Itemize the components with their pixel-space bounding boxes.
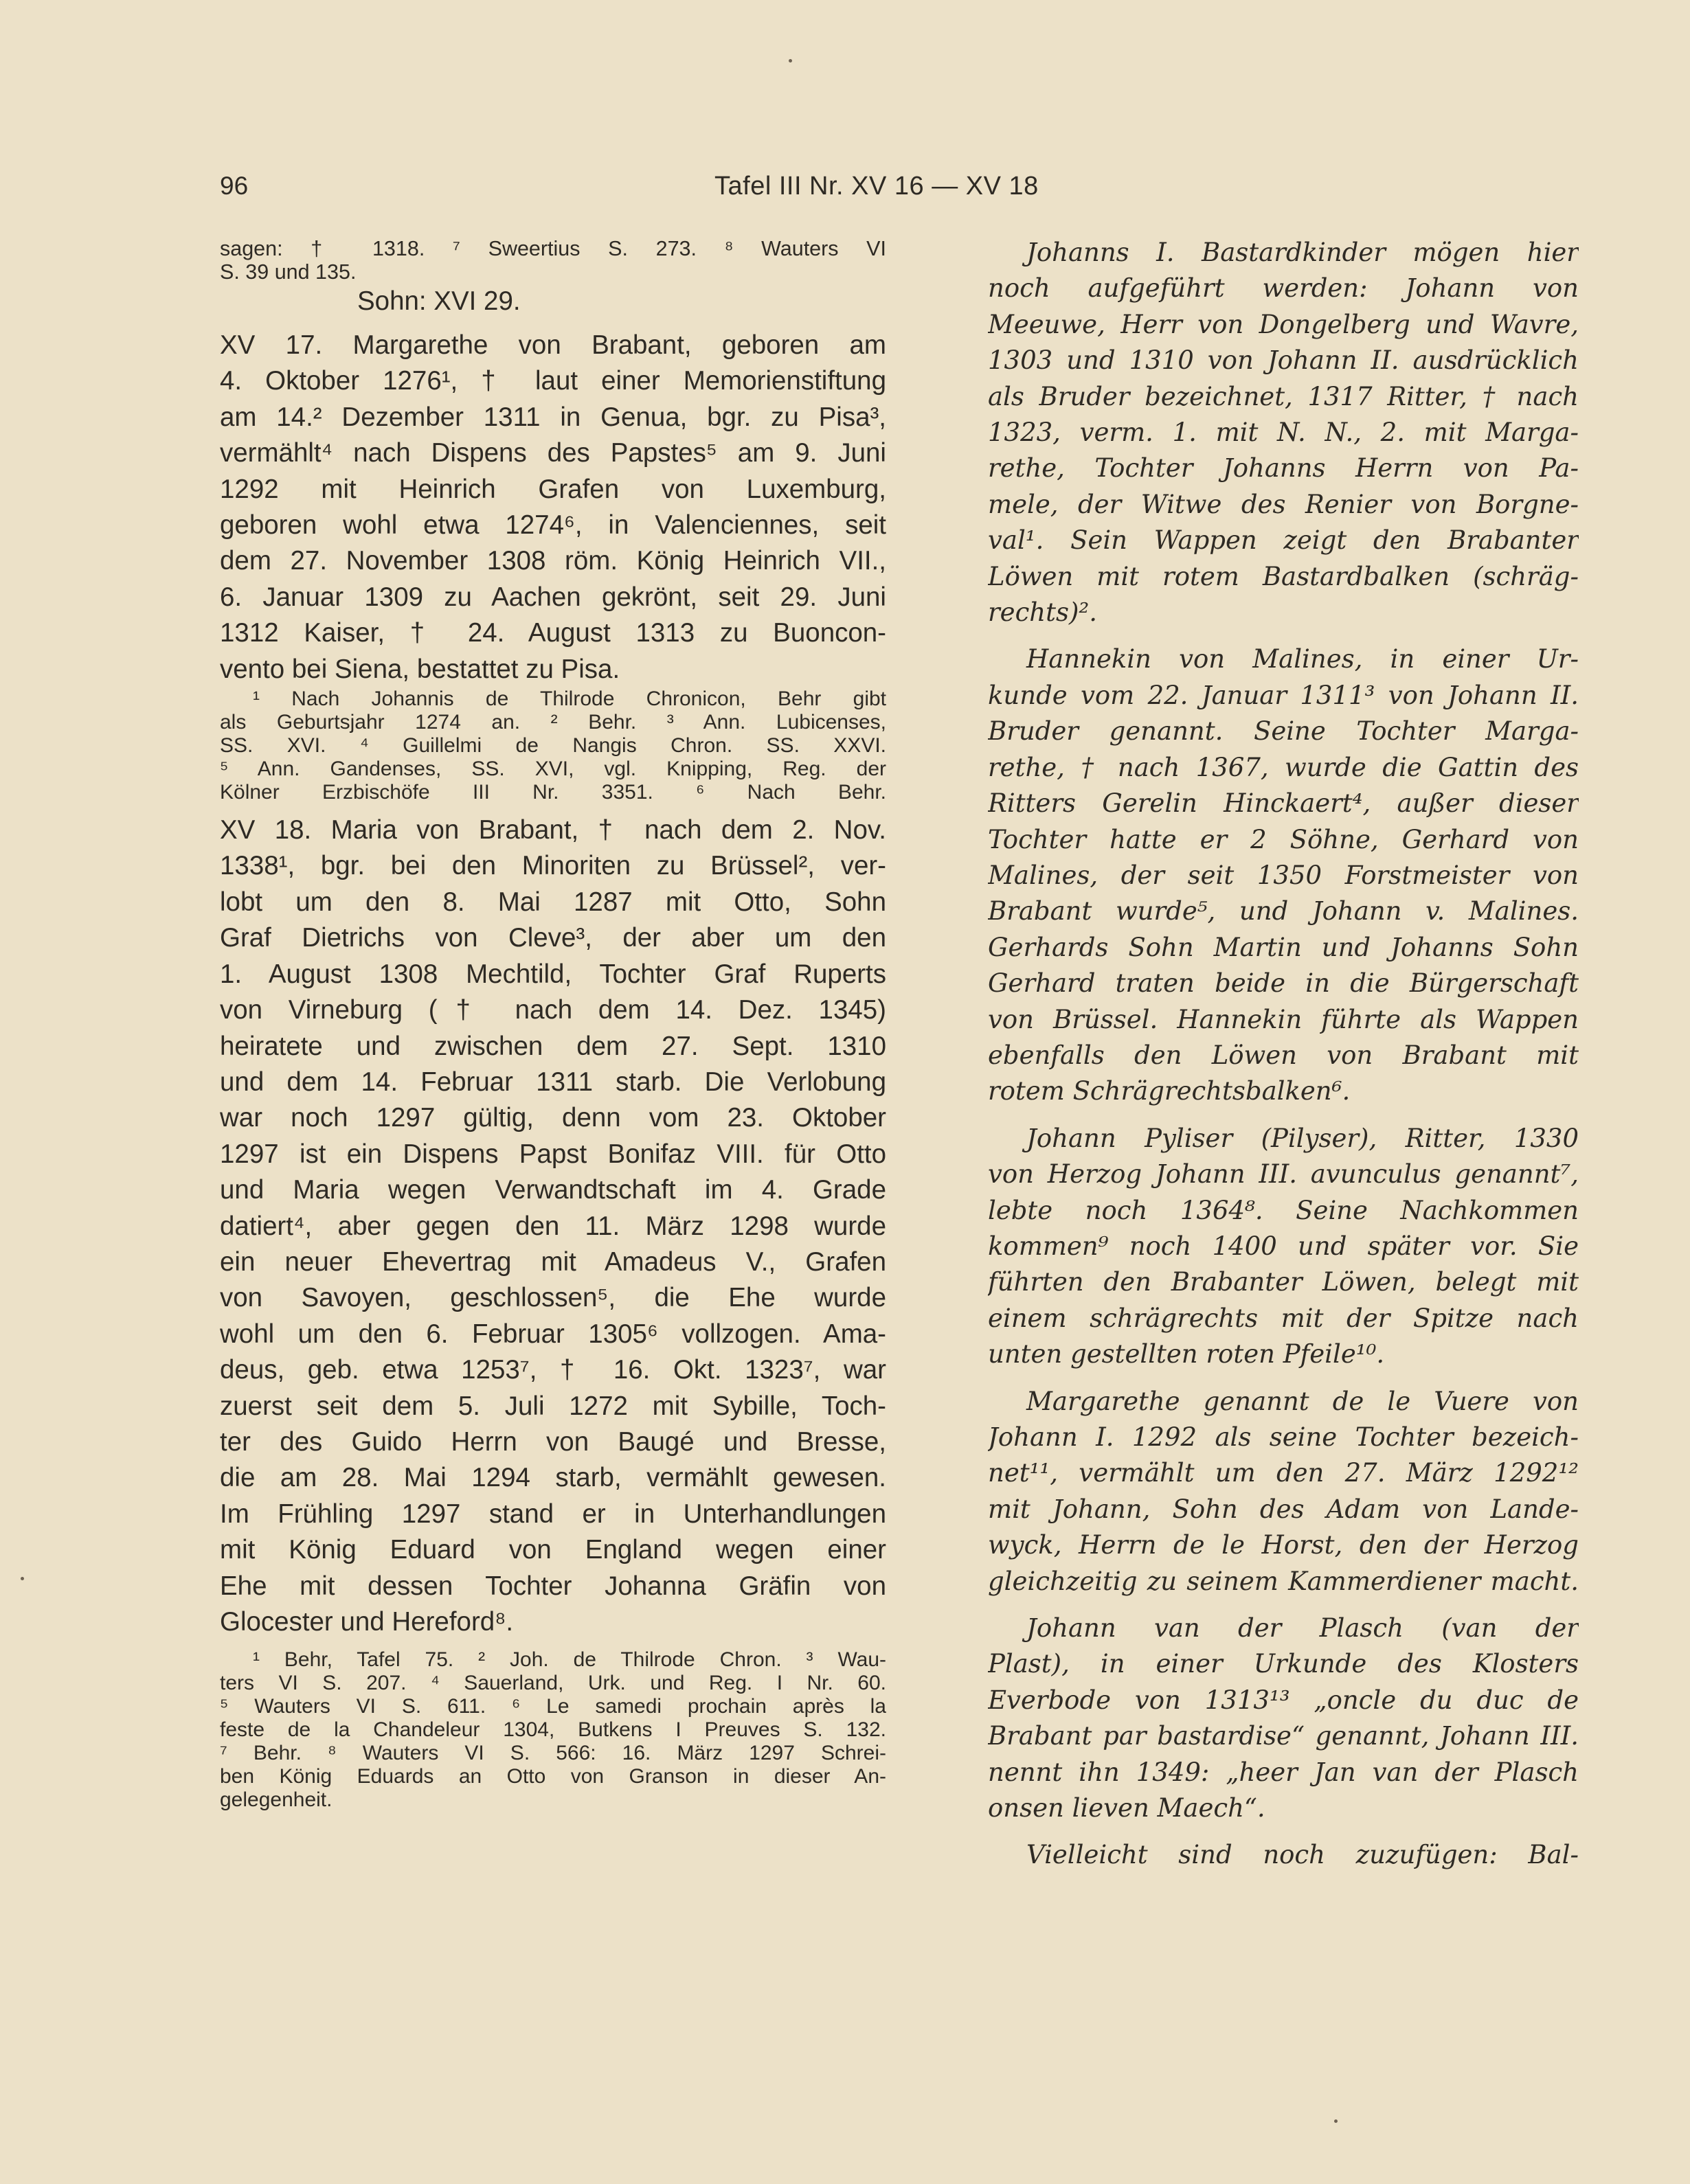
text-line: vermählt⁴ nach Dispens des Papstes⁵ am 9. Juni (220, 438, 886, 468)
text-line: Johanns I. Bastardkinder mögen hier (1026, 238, 1579, 267)
text-line: deus, geb. etwa 1253⁷, † 16. Okt. 1323⁷, war (220, 1355, 886, 1385)
text-line: 1323, verm. 1. mit N. N., 2. mit Marga- (988, 418, 1579, 448)
text-line: Löwen mit rotem Bastardbalken (schräg- (988, 561, 1579, 591)
text-line: noch aufgeführt werden: Johann von (988, 273, 1579, 304)
text-line: von Savoyen, geschlossen⁵, die Ehe wurde (220, 1283, 886, 1313)
text-line: am 14.² Dezember 1311 in Genua, bgr. zu Pisa³, (220, 402, 886, 432)
paragraph-additions (988, 1837, 1579, 1873)
paper-speck (21, 1577, 24, 1580)
text-line: 1338¹, bgr. bei den Minoriten zu Brüssel², ver- (220, 851, 886, 881)
text-line: gleichzeitig zu seinem Kammerdiener macht. (988, 1566, 1579, 1596)
text-line: Ehe mit dessen Tochter Johanna Gräfin von (220, 1571, 886, 1601)
left-column (220, 237, 886, 1812)
text-line: 6. Januar 1309 zu Aachen gekrönt, seit 29. Juni (220, 582, 886, 612)
footnotes-xv18 (220, 1648, 886, 1812)
footnote-line: gelegenheit. (220, 1788, 333, 1812)
text-line: 1303 und 1310 von Johann II. ausdrücklich (988, 345, 1579, 376)
text-line: Brabant par bastardise“ genannt, Johann III. (988, 1721, 1579, 1751)
running-header (220, 172, 1065, 213)
text-line: Johann van der Plasch (van der (1026, 1613, 1579, 1643)
paper-speck (1334, 2119, 1338, 2123)
paragraph-pyliser (988, 1121, 1579, 1373)
text-line: dem 27. November 1308 röm. König Heinrich VII., (220, 546, 886, 576)
footnote-line: ⁵ Wauters VI S. 611. ⁶ Le samedi prochain après la (220, 1695, 886, 1718)
text-line: rethe, † nach 1367, wurde die Gattin des (988, 752, 1579, 782)
text-line: mit König Eduard von England wegen einer (220, 1535, 886, 1565)
text-line: Brabant wurde⁵, und Johann v. Malines. (988, 896, 1579, 926)
text-line: rechts)². (988, 598, 1098, 628)
text-line: unten gestellten roten Pfeile¹⁰. (988, 1339, 1385, 1369)
paragraph-plasch (988, 1611, 1579, 1826)
text-line: Bruder genannt. Seine Tochter Marga- (988, 716, 1579, 747)
text-line: mele, der Witwe des Renier von Borgne- (988, 489, 1579, 519)
text-line: vento bei Siena, bestattet zu Pisa. (220, 654, 620, 684)
text-line: ebenfalls den Löwen von Brabant mit (988, 1040, 1579, 1070)
text-line: kommen⁹ noch 1400 und später vor. Sie (988, 1231, 1579, 1261)
text-line: von Virneburg († nach dem 14. Dez. 1345) (220, 995, 886, 1025)
text-line: führten den Brabanter Löwen, belegt mit (988, 1267, 1579, 1297)
text-line: lobt um den 8. Mai 1287 mit Otto, Sohn (220, 887, 886, 917)
text-line: von Herzog Johann III. avunculus genannt⁷, (988, 1159, 1579, 1190)
footnote-line: Kölner Erzbischöfe III Nr. 3351. ⁶ Nach Behr. (220, 781, 886, 804)
text-line: Gerhard traten beide in die Bürgerschaft (988, 968, 1579, 999)
text-line: onsen lieven Maech“. (988, 1793, 1265, 1823)
text-line: Meeuwe, Herr von Dongelberg und Wavre, (988, 309, 1579, 339)
paragraph-bastard-children (988, 235, 1579, 630)
text-line: rethe, Tochter Johanns Herrn von Pa- (988, 453, 1579, 484)
text-line: Johann Pyliser (Pilyser), Ritter, 1330 (1026, 1123, 1579, 1153)
text-line: Ritters Gerelin Hinckaert⁴, außer dieser (988, 788, 1579, 819)
text-line: kunde vom 22. Januar 1311³ von Johann II. (988, 680, 1579, 710)
footnote-line: ¹ Behr, Tafel 75. ² Joh. de Thilrode Chron. ³ Wau- (253, 1648, 886, 1672)
text-line: XV 18. Maria von Brabant, † nach dem 2. Nov. (220, 815, 886, 845)
paragraph-hannekin (988, 641, 1579, 1109)
footnote-line: SS. XVI. ⁴ Guillelmi de Nangis Chron. SS. XXVI. (220, 734, 886, 758)
footnote-line: ters VI S. 207. ⁴ Sauerland, Urk. und Reg. I Nr. 60. (220, 1672, 886, 1695)
running-title: Tafel III Nr. XV 16 — XV 18 (714, 172, 1039, 201)
footnotes-xv17 (220, 687, 886, 804)
page-number: 96 (220, 172, 249, 200)
text-line: Gerhards Sohn Martin und Johanns Sohn (988, 932, 1579, 962)
text-line: val¹. Sein Wappen zeigt den Brabanter (988, 525, 1579, 556)
son-reference: Sohn: XVI 29. (357, 286, 521, 316)
text-line: ter des Guido Herrn von Baugé und Bresse, (220, 1426, 886, 1457)
right-column (988, 235, 1579, 1874)
text-line: Vielleicht sind noch zuzufügen: Bal- (1026, 1840, 1579, 1870)
text-line: 1312 Kaiser, † 24. August 1313 zu Buoncon- (220, 618, 886, 648)
footnote-line: ben König Eduards an Otto von Granson in dieser An- (220, 1765, 886, 1788)
text-line: die am 28. Mai 1294 starb, vermählt gewesen. (220, 1463, 886, 1493)
text-line: Hannekin von Malines, in einer Ur- (1026, 644, 1579, 674)
text-line: mit Johann, Sohn des Adam von Lande- (988, 1494, 1579, 1524)
text-line: heiratete und zwischen dem 27. Sept. 1310 (220, 1031, 886, 1061)
text-line: Johann I. 1292 als seine Tochter bezeich- (988, 1422, 1579, 1452)
text-line: und dem 14. Februar 1311 starb. Die Verlobung (220, 1067, 886, 1097)
top-note-line: S. 39 und 135. (220, 260, 357, 284)
text-line: 1297 ist ein Dispens Papst Bonifaz VIII. für Otto (220, 1139, 886, 1169)
text-line: wohl um den 6. Februar 1305⁶ vollzogen. Ama- (220, 1319, 886, 1349)
footnote-line: als Geburtsjahr 1274 an. ² Behr. ³ Ann. Lubicenses, (220, 711, 886, 734)
text-line: zuerst seit dem 5. Juli 1272 mit Sybille, Toch- (220, 1391, 886, 1421)
text-line: 4. Oktober 1276¹, † laut einer Memorienstiftung (220, 366, 886, 396)
footnote-line: feste de la Chandeleur 1304, Butkens I Preuves S. 132. (220, 1718, 886, 1742)
text-line: datiert⁴, aber gegen den 11. März 1298 wurde (220, 1211, 886, 1241)
entry-xv17 (220, 328, 886, 804)
paper-speck (789, 59, 792, 62)
text-line: und Maria wegen Verwandtschaft im 4. Grade (220, 1175, 886, 1205)
text-line: ein neuer Ehevertrag mit Amadeus V., Grafen (220, 1247, 886, 1277)
text-line: war noch 1297 gültig, denn vom 23. Oktober (220, 1103, 886, 1133)
text-line: Glocester und Hereford⁸. (220, 1607, 514, 1637)
text-line: Graf Dietrichs von Cleve³, der aber um den (220, 923, 886, 953)
text-line: 1. August 1308 Mechtild, Tochter Graf Ruperts (220, 959, 886, 989)
footnote-line: ⁵ Ann. Gandenses, SS. XVI, vgl. Knipping, Reg. der (220, 758, 886, 781)
text-line: Tochter hatte er 2 Söhne, Gerhard von (988, 824, 1579, 854)
text-line: wyck, Herrn de le Horst, den der Herzog (988, 1530, 1579, 1560)
entry-xv18 (220, 812, 886, 1812)
top-note-line: sagen: † 1318. ⁷ Sweertius S. 273. ⁸ Wauters VI (220, 237, 886, 260)
text-line: Im Frühling 1297 stand er in Unterhandlungen (220, 1499, 886, 1529)
text-line: als Bruder bezeichnet, 1317 Ritter, † nach (988, 381, 1579, 411)
text-line: von Brüssel. Hannekin führte als Wappen (988, 1004, 1579, 1034)
text-line: einem schrägrechts mit der Spitze nach (988, 1303, 1579, 1333)
text-line: lebte noch 1364⁸. Seine Nachkommen (988, 1195, 1579, 1225)
text-line: Malines, der seit 1350 Forstmeister von (988, 860, 1579, 890)
text-line: 1292 mit Heinrich Grafen von Luxemburg, (220, 474, 886, 504)
text-line: Plast), in einer Urkunde des Klosters (988, 1649, 1579, 1679)
footnote-line: ¹ Nach Johannis de Thilrode Chronicon, Behr gibt (253, 687, 886, 711)
text-line: nennt ihn 1349: „heer Jan van der Plasch (988, 1757, 1579, 1787)
text-line: Margarethe genannt de le Vuere von (1026, 1386, 1579, 1416)
text-line: Everbode von 1313¹³ „oncle du duc de (988, 1685, 1579, 1715)
text-line: net¹¹, vermählt um den 27. März 1292¹² (988, 1458, 1579, 1488)
text-line: rotem Schrägrechtsbalken⁶. (988, 1076, 1351, 1106)
text-line: geboren wohl etwa 1274⁶, in Valenciennes, seit (220, 510, 886, 541)
text-line: XV 17. Margarethe von Brabant, geboren am (220, 330, 886, 360)
paragraph-margarethe-vuere (988, 1384, 1579, 1600)
footnote-line: ⁷ Behr. ⁸ Wauters VI S. 566: 16. März 1297 Schrei- (220, 1742, 886, 1765)
